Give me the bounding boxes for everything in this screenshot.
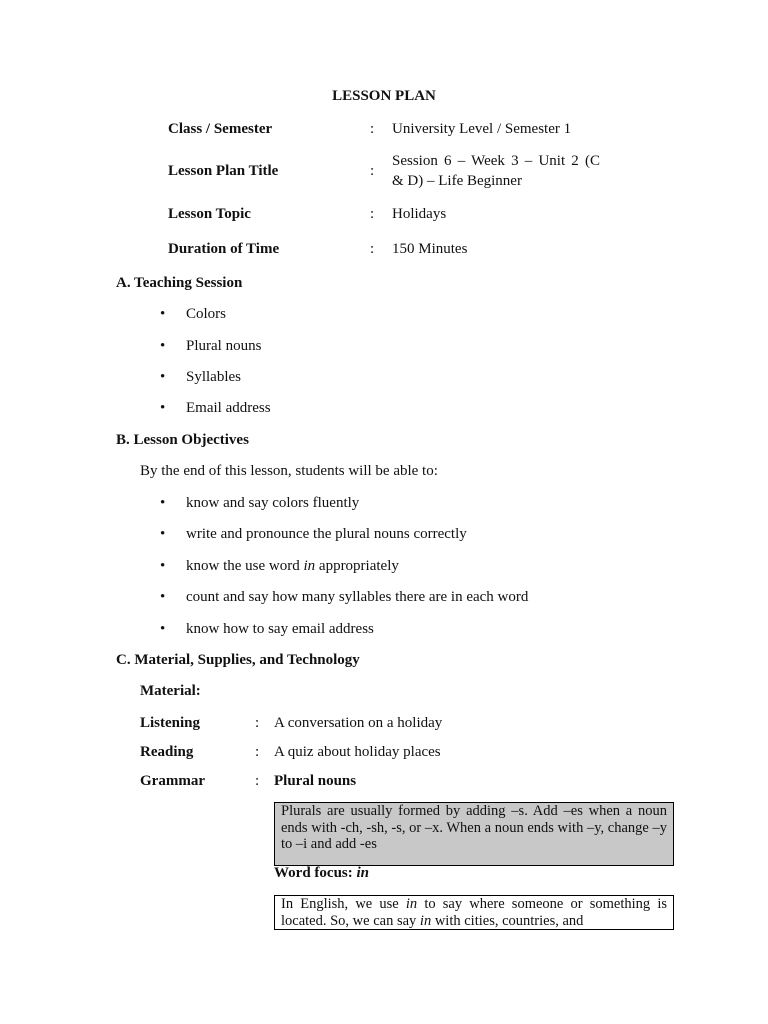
lesson-topic-value: Holidays [392, 206, 447, 222]
section-c-heading: C. Material, Supplies, and Technology [116, 652, 360, 668]
list-item [186, 558, 399, 575]
list-item: know how to say email address [186, 621, 374, 637]
word-focus-text: In English, we use [281, 896, 406, 912]
colon: : [370, 121, 375, 137]
list-item: know and say colors fluently [186, 495, 360, 511]
word-focus-word: in [356, 865, 370, 881]
list-item: Plural nouns [186, 338, 262, 354]
list-item-text: appropriately [315, 558, 399, 574]
italic-word: in [303, 558, 316, 574]
listening-value: A conversation on a holiday [274, 715, 443, 731]
reading-value: A quiz about holiday places [274, 744, 441, 760]
bullet-icon: • [160, 495, 166, 511]
bullet-icon: • [160, 338, 166, 354]
lesson-plan-title-value-line2: & D) – Life Beginner [392, 173, 522, 189]
bullet-icon: • [160, 400, 166, 416]
page-title: LESSON PLAN [332, 88, 436, 104]
list-item: Syllables [186, 369, 241, 385]
italic-word: in [405, 896, 418, 912]
material-label: Material: [140, 683, 201, 699]
bullet-icon: • [160, 589, 166, 605]
section-a-heading: A. Teaching Session [116, 275, 243, 291]
word-focus-text: to say where someone or something is located. So, we can say [281, 896, 667, 929]
class-semester-value: University Level / Semester 1 [392, 121, 572, 137]
colon: : [370, 241, 375, 257]
colon: : [255, 744, 260, 760]
grammar-label: Grammar [140, 773, 205, 789]
bullet-icon: • [160, 558, 166, 574]
grammar-rule-box: Plurals are usually formed by adding –s. Add –es when a noun ends with -ch, -sh, -s, or –x. When a noun ends with –y, change –y to –i and add -es [274, 802, 674, 866]
word-focus-label: Word focus: [274, 865, 357, 881]
bullet-icon: • [160, 369, 166, 385]
duration-value: 150 Minutes [392, 241, 468, 257]
grammar-value: Plural nouns [274, 773, 357, 789]
bullet-icon: • [160, 526, 166, 542]
word-focus-heading [274, 865, 369, 882]
listening-label: Listening [140, 715, 201, 731]
colon: : [370, 163, 375, 179]
italic-word: in [419, 912, 432, 929]
lesson-plan-title-value-line1: Session 6 – Week 3 – Unit 2 (C [392, 153, 600, 169]
word-focus-text: with cities, countries, and [431, 912, 584, 929]
list-item: Colors [186, 306, 227, 322]
word-focus-box [274, 895, 674, 930]
colon: : [370, 206, 375, 222]
list-item-text: know the use word [186, 558, 304, 574]
list-item: write and pronounce the plural nouns correctly [186, 526, 467, 542]
lesson-plan-title-label: Lesson Plan Title [168, 163, 279, 179]
colon: : [255, 773, 260, 789]
reading-label: Reading [140, 744, 194, 760]
list-item: count and say how many syllables there are in each word [186, 589, 529, 605]
bullet-icon: • [160, 621, 166, 637]
class-semester-label: Class / Semester [168, 121, 273, 137]
colon: : [255, 715, 260, 731]
lesson-topic-label: Lesson Topic [168, 206, 251, 222]
duration-label: Duration of Time [168, 241, 280, 257]
objectives-intro: By the end of this lesson, students will be able to: [140, 463, 438, 479]
section-b-heading: B. Lesson Objectives [116, 432, 249, 448]
bullet-icon: • [160, 306, 166, 322]
list-item: Email address [186, 400, 271, 416]
